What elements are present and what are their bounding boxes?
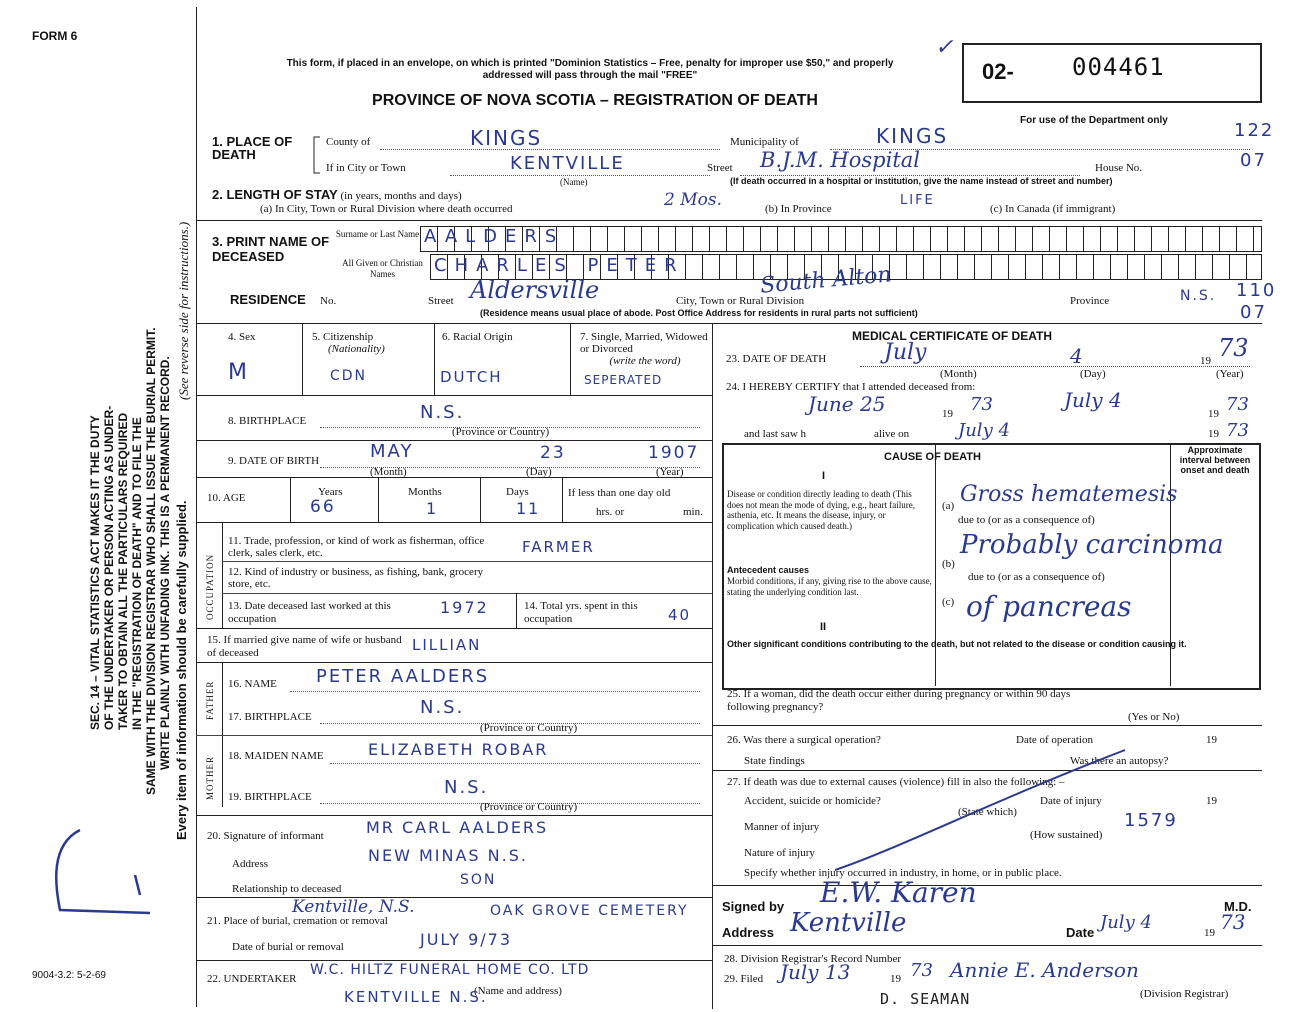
q25-label: 25. If a woman, did the death occur either during pregnancy or within 90 days following pregnancy? xyxy=(727,688,1071,713)
name-caption: (Name) xyxy=(560,177,588,187)
relationship-label: Relationship to deceased xyxy=(232,883,342,895)
name-num: 3. xyxy=(212,234,223,249)
signed-by-value: E.W. Karen xyxy=(820,876,977,909)
city-value: KENTVILLE xyxy=(510,153,625,174)
hospital-note: (If death occurred in a hospital or institution, give the name instead of street and number) xyxy=(730,176,1113,186)
county-line xyxy=(380,149,720,150)
interval-label: Approximate interval between onset and death xyxy=(1179,445,1251,475)
rule xyxy=(434,323,435,395)
specify-label: Specify whether injury occurred in industry, in home, or in public place. xyxy=(744,867,1062,879)
side-instruction-8: Every item of information should be carefully supplied. xyxy=(174,500,189,840)
stay-city-label: (a) In City, Town or Rural Division where death occurred xyxy=(260,203,513,215)
rule xyxy=(712,725,1262,726)
surname-label: Surname or Last Name xyxy=(335,229,420,239)
side-instruction-5: SAME WITH THE DIVISION REGISTRAR WHO SHALL ISSUE THE BURIAL PERMIT. xyxy=(144,327,158,795)
age-months: 1 xyxy=(426,499,439,518)
rule xyxy=(516,593,517,628)
municipality-value: KINGS xyxy=(876,124,949,148)
dob-year-caption: (Year) xyxy=(656,466,684,478)
bracket xyxy=(312,135,322,175)
rule xyxy=(562,477,563,522)
rule xyxy=(222,561,712,562)
rule xyxy=(196,735,712,736)
autopsy-label: Was there an autopsy? xyxy=(1070,755,1169,767)
dod-line xyxy=(860,366,1250,367)
residence-province-label: Province xyxy=(1070,295,1110,307)
rule xyxy=(712,885,1262,886)
rule xyxy=(712,945,1262,946)
state-which-caption: (State which) xyxy=(958,806,1017,818)
rule xyxy=(196,220,1262,221)
attended-to: July 4 xyxy=(1064,388,1122,412)
dept-code-4: 07 xyxy=(1240,302,1267,323)
hrs-label: hrs. or xyxy=(596,506,625,518)
birthplace-caption: (Province or Country) xyxy=(452,426,550,438)
informant-address-label: Address xyxy=(232,858,269,870)
residence-label: RESIDENCE xyxy=(230,292,306,307)
rule xyxy=(378,477,379,522)
other-label: Other significant conditions contributing to the death, but not related to the disease or condition causing it. xyxy=(727,639,1187,649)
registration-number-box xyxy=(962,43,1262,103)
mother-birthplace-caption: (Province or Country) xyxy=(480,801,578,813)
burial-date-label: Date of burial or removal xyxy=(232,941,344,953)
attended-from: June 25 xyxy=(808,392,886,416)
dept-code-3: 110 xyxy=(1236,280,1277,301)
filed-date: July 13 xyxy=(780,960,851,984)
rule xyxy=(196,395,712,396)
county-label: County of xyxy=(326,136,371,148)
spouse-label: 15. If married give name of wife or husband of deceased xyxy=(207,634,402,659)
part-one-label: I xyxy=(822,470,826,482)
undertaker-name: W.C. HILTZ FUNERAL HOME CO. LTD xyxy=(310,962,590,978)
rule xyxy=(196,323,1262,324)
citizenship-sub: (Nationality) xyxy=(328,343,385,355)
length-of-stay-sub: (in years, months and days) xyxy=(340,190,462,202)
registrar-signature: Annie E. Anderson xyxy=(950,958,1139,982)
address-label: Address xyxy=(722,925,775,940)
attended-label: 24. I HEREBY CERTIFY that I attended deceased from: xyxy=(726,381,976,393)
date-label: Date xyxy=(1066,925,1095,940)
residence-city-label: City, Town or Rural Division xyxy=(676,295,805,307)
mailing-notice: This form, if placed in an envelope, on which is printed "Dominion Statistics – Free, penalty for improper use $50," and properly addressed will pass through the mail "FREE" xyxy=(286,58,894,81)
division-registrar-caption: (Division Registrar) xyxy=(1140,988,1229,1000)
age-label: 10. AGE xyxy=(207,492,246,504)
days-caption: Days xyxy=(506,486,529,498)
cause-c-value: of pancreas xyxy=(966,590,1132,623)
attended-from-year: 73 xyxy=(970,394,993,415)
burial-cemetery: OAK GROVE CEMETERY xyxy=(490,903,689,919)
mother-side-label: MOTHER xyxy=(205,756,215,800)
q25-caption: (Yes or No) xyxy=(1128,711,1180,723)
trade-label: 11. Trade, profession, or kind of work as fisherman, office clerk, sales clerk, etc. xyxy=(228,535,485,559)
total-yrs-label: 14. Total yrs. spent in this occupation xyxy=(524,600,638,625)
place-of-death-label xyxy=(212,135,312,161)
father-name-value: PETER AALDERS xyxy=(316,666,490,687)
length-of-stay-label xyxy=(212,187,462,202)
age-years: 66 xyxy=(310,497,336,517)
stay-province-label: (b) In Province xyxy=(765,203,832,215)
dod-year-caption: (Year) xyxy=(1216,368,1244,380)
birthplace-value: N.S. xyxy=(420,402,465,423)
racial-value: DUTCH xyxy=(440,368,503,386)
residence-street-label: Street xyxy=(428,295,454,307)
date-year-prefix: 19 xyxy=(1204,927,1215,939)
dod-label: 23. DATE OF DEATH xyxy=(726,353,827,365)
rule xyxy=(196,662,712,663)
trade-value: FARMER xyxy=(522,538,595,556)
date-year-value: 73 xyxy=(1220,910,1246,934)
occupation-side-label: OCCUPATION xyxy=(205,553,215,620)
rule xyxy=(222,593,712,594)
findings-label: State findings xyxy=(744,755,805,767)
municipality-label: Municipality of xyxy=(730,136,799,148)
residence-province-value: N.S. xyxy=(1180,288,1217,304)
attended-from-prefix: 19 xyxy=(942,408,953,420)
rule xyxy=(196,960,712,961)
dob-year: 1907 xyxy=(648,443,700,463)
rule xyxy=(196,522,712,523)
months-caption: Months xyxy=(408,486,442,498)
name-text: PRINT NAME OF DECEASED xyxy=(212,234,330,264)
length-of-stay-title: 2. LENGTH OF STAY xyxy=(212,187,338,202)
q29-label: 29. Filed xyxy=(724,973,764,985)
cause-a-letter: (a) xyxy=(942,500,955,512)
alive-on-label: alive on xyxy=(874,428,910,440)
antecedent-label: Antecedent causes xyxy=(727,565,810,575)
surname-value: AALDERS xyxy=(424,226,565,247)
dept-code-2: 07 xyxy=(1240,150,1267,171)
part-two-label: II xyxy=(820,621,827,633)
total-yrs-value: 40 xyxy=(668,606,692,624)
burial-date-value: JULY 9/73 xyxy=(420,930,513,949)
father-side-label: FATHER xyxy=(205,680,215,720)
q26-label: 26. Was there a surgical operation? xyxy=(727,734,881,746)
rule xyxy=(196,440,712,441)
min-label: min. xyxy=(683,506,703,518)
less-day-label: If less than one day old xyxy=(568,487,671,499)
dob-month: MAY xyxy=(370,441,414,462)
checkmark: ✓ xyxy=(935,35,954,60)
father-name-label: 16. NAME xyxy=(228,678,277,690)
citizenship-label xyxy=(312,331,385,355)
attended-to-prefix: 19 xyxy=(1208,408,1219,420)
cause-a-value: Gross hematemesis xyxy=(960,482,1178,507)
marital-label xyxy=(580,331,710,367)
last-saw-label: and last saw h xyxy=(744,428,807,440)
disease-label: Disease or condition directly leading to death (This does not mean the mode of dying, e.g., heart failure, asthenia, etc. It means the disease, injury, or complication which caused death.) xyxy=(727,489,915,531)
last-saw-prefix: 19 xyxy=(1208,428,1219,440)
handwritten-initial-mark xyxy=(40,825,160,925)
place-of-death-text: PLACE OF DEATH xyxy=(212,134,293,162)
rule xyxy=(196,815,712,816)
relationship-value: SON xyxy=(460,872,497,888)
marital-value: SEPERATED xyxy=(584,373,663,387)
last-saw-value: July 4 xyxy=(958,420,1010,441)
dob-day-caption: (Day) xyxy=(526,466,552,478)
accident-label: Accident, suicide or homicide? xyxy=(744,795,881,807)
undertaker-label: 22. UNDERTAKER xyxy=(207,973,297,985)
form-title: PROVINCE OF NOVA SCOTIA – REGISTRATION OF DEATH xyxy=(372,92,818,109)
mother-maiden-label: 18. MAIDEN NAME xyxy=(228,750,324,762)
dob-label: 9. DATE OF BIRTH xyxy=(228,455,320,467)
informant-address-value: NEW MINAS N.S. xyxy=(368,846,528,865)
rule xyxy=(570,323,571,395)
injury-year-prefix: 19 xyxy=(1206,795,1217,807)
cause-b-value: Probably carcinoma xyxy=(960,530,1224,560)
house-label: House No. xyxy=(1095,162,1143,174)
medical-title: MEDICAL CERTIFICATE OF DEATH xyxy=(852,329,1052,343)
industry-label: 12. Kind of industry or business, as fishing, bank, grocery store, etc. xyxy=(228,566,484,590)
nature-label: Nature of injury xyxy=(744,847,815,859)
cause-c-letter: (c) xyxy=(942,596,955,608)
father-name-line xyxy=(290,691,700,692)
filed-year: 73 xyxy=(910,960,933,981)
stay-province-value: LIFE xyxy=(900,193,935,208)
street-label: Street xyxy=(707,162,733,174)
mother-birthplace-value: N.S. xyxy=(444,777,489,798)
filed-year-prefix: 19 xyxy=(890,973,901,985)
cause-title: CAUSE OF DEATH xyxy=(884,451,981,463)
street-value: B.J.M. Hospital xyxy=(760,148,920,172)
given-value: CHARLES PETER xyxy=(434,255,685,276)
dept-code-1: 122 xyxy=(1234,120,1275,141)
form-number: FORM 6 xyxy=(32,29,78,43)
rule xyxy=(1170,443,1171,686)
given-label: All Given or Christian Names xyxy=(342,258,423,279)
rule xyxy=(196,897,712,898)
q28-label: 28. Division Registrar's Record Number xyxy=(724,953,902,965)
side-instruction-1: SEC. 14 – VITAL STATISTICS ACT MAKES IT THE DUTY xyxy=(88,415,102,730)
rule xyxy=(196,628,712,629)
manner-value: 1579 xyxy=(1124,810,1178,831)
address-value: Kentville xyxy=(790,908,907,938)
dod-day: 4 xyxy=(1070,344,1083,368)
place-of-death-num: 1. xyxy=(212,134,223,149)
years-caption: Years xyxy=(318,486,343,498)
md-label: M.D. xyxy=(1224,899,1252,914)
city-label: If in City or Town xyxy=(326,162,406,174)
rule xyxy=(302,323,303,395)
city-line xyxy=(450,175,710,176)
side-instruction-6: WRITE PLAINLY WITH UNFADING INK. THIS IS A PERMANENT RECORD. xyxy=(158,356,172,770)
rule xyxy=(935,443,936,686)
how-sustained-caption: (How sustained) xyxy=(1030,829,1103,841)
side-instruction-7: (See reverse side for instructions.) xyxy=(176,221,191,400)
sex-label: 4. Sex xyxy=(228,331,256,343)
cause-b-letter: (b) xyxy=(942,558,955,570)
birthplace-label: 8. BIRTHPLACE xyxy=(228,415,307,427)
residence-city-value: South Alton xyxy=(759,262,893,299)
due-to-2: due to (or as a consequence of) xyxy=(968,571,1105,583)
residence-street-value: Aldersville xyxy=(470,276,600,304)
county-value: KINGS xyxy=(470,126,543,150)
operation-date-label: Date of operation xyxy=(1016,734,1093,746)
injury-date-label: Date of injury xyxy=(1040,795,1102,807)
due-to-1: due to (or as a consequence of) xyxy=(958,514,1095,526)
citizenship-title: 5. Citizenship xyxy=(312,331,374,343)
q27-label: 27. If death was due to external causes (violence) fill in also the following: – xyxy=(727,776,1065,788)
rule xyxy=(290,477,291,522)
side-instruction-2: OF THE UNDERTAKER OR PERSON ACTING AS UNDER- xyxy=(102,405,116,730)
undertaker-caption: (Name and address) xyxy=(474,985,562,997)
citizenship-value: CDN xyxy=(330,368,368,384)
stay-canada-label: (c) In Canada (if immigrant) xyxy=(990,203,1116,215)
age-days: 11 xyxy=(516,499,541,518)
attended-to-year: 73 xyxy=(1226,394,1249,415)
residence-no-label: No. xyxy=(320,295,337,307)
dod-day-caption: (Day) xyxy=(1080,368,1106,380)
registration-prefix: 02- xyxy=(982,59,1014,84)
stay-city-value: 2 Mos. xyxy=(664,190,722,210)
marital-title: 7. Single, Married, Widowed or Divorced xyxy=(580,331,708,355)
side-instruction-4: IN THE "REGISTRATION OF DEATH" AND TO FILE THE xyxy=(130,417,144,730)
antecedent-sub: Morbid conditions, if any, giving rise to the above cause, stating the underlying condition last. xyxy=(727,576,932,597)
last-worked-label: 13. Date deceased last worked at this occupation xyxy=(228,600,391,625)
name-label xyxy=(212,234,332,264)
mother-maiden-line xyxy=(330,763,700,764)
sex-value: M xyxy=(228,360,249,385)
footer-code: 9004-3.2: 5-2-69 xyxy=(32,970,106,981)
racial-label: 6. Racial Origin xyxy=(442,331,513,343)
operation-year-prefix: 19 xyxy=(1206,734,1217,746)
date-value: July 4 xyxy=(1100,912,1152,933)
dob-day: 23 xyxy=(540,443,566,463)
burial-town: Kentville, N.S. xyxy=(292,897,415,917)
registration-number: 004461 xyxy=(1072,53,1165,81)
dod-month-caption: (Month) xyxy=(940,368,977,380)
manner-label: Manner of injury xyxy=(744,821,820,833)
spouse-value: LILLIAN xyxy=(412,636,482,654)
rule xyxy=(196,477,712,478)
burial-place-label: 21. Place of burial, cremation or removal xyxy=(207,915,388,927)
dod-year: 73 xyxy=(1218,334,1249,362)
rule xyxy=(222,522,223,628)
father-birthplace-value: N.S. xyxy=(420,697,465,718)
last-saw-year: 73 xyxy=(1226,420,1249,441)
center-divider xyxy=(712,323,713,1009)
father-birthplace-label: 17. BIRTHPLACE xyxy=(228,711,312,723)
dept-use-label: For use of the Department only xyxy=(1020,115,1168,126)
father-birthplace-caption: (Province or Country) xyxy=(480,722,578,734)
mother-birthplace-label: 19. BIRTHPLACE xyxy=(228,791,312,803)
residence-note: (Residence means usual place of abode. Post Office Address for residents in rural parts not sufficient) xyxy=(480,308,918,318)
dob-month-caption: (Month) xyxy=(370,466,407,478)
mother-maiden-value: ELIZABETH ROBAR xyxy=(368,740,549,759)
side-instruction-3: TAKER TO OBTAIN ALL THE PARTICULARS REQUIRED xyxy=(116,412,130,730)
signed-by-label: Signed by xyxy=(722,899,785,914)
dod-month: July xyxy=(884,340,927,365)
strike-through-line xyxy=(835,740,1135,880)
informant-value: MR CARL AALDERS xyxy=(366,818,549,837)
dod-year-prefix: 19 xyxy=(1200,355,1211,367)
seaman-stamp: D. SEAMAN xyxy=(880,990,971,1008)
marital-sub: (write the word) xyxy=(609,355,681,367)
rule xyxy=(480,477,481,522)
last-worked-value: 1972 xyxy=(440,598,489,617)
informant-label: 20. Signature of informant xyxy=(207,830,324,842)
undertaker-address: KENTVILLE N.S. xyxy=(344,988,488,1006)
